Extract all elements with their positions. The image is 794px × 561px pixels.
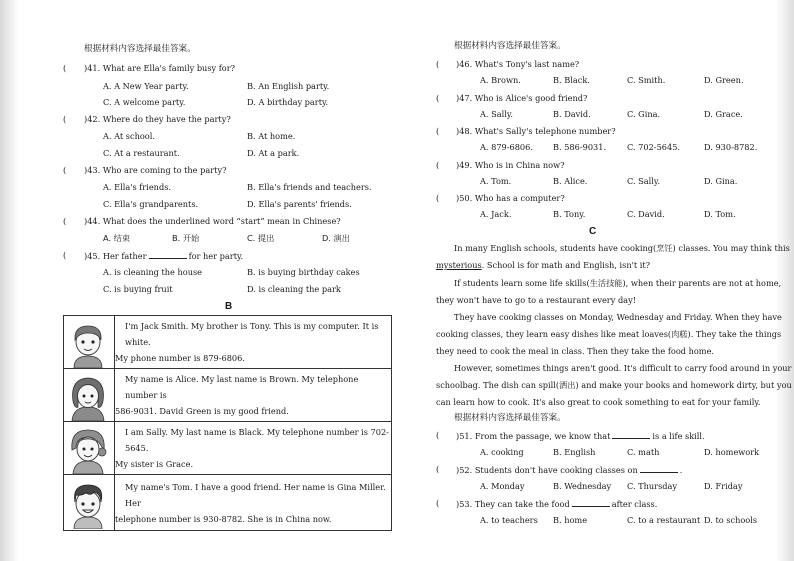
answer-paren[interactable]: ( <box>436 193 440 203</box>
option-c[interactable]: C. A welcome party. <box>103 97 186 107</box>
option-c[interactable]: C. 702-5645. <box>627 142 681 152</box>
avatar-cell <box>64 475 115 531</box>
answer-paren[interactable]: ( <box>436 430 440 440</box>
option-d[interactable]: D. A birthday party. <box>247 97 329 107</box>
answer-paren[interactable]: ( <box>436 160 440 170</box>
question-stem: )49. Who is in China now? <box>456 160 565 170</box>
option-b[interactable]: B. At home. <box>247 131 296 141</box>
option-b[interactable]: B. Tony. <box>553 209 586 219</box>
instruction-heading: 根据材料内容选择最佳答案。 <box>84 44 196 54</box>
person-text <box>115 316 392 369</box>
avatar-cell <box>64 422 115 475</box>
answer-paren[interactable]: ( <box>436 498 440 508</box>
girl-avatar-sally <box>64 422 112 474</box>
avatar-cell <box>64 316 115 369</box>
option-b[interactable]: B. home <box>553 515 588 525</box>
option-b[interactable]: B. is buying birthday cakes <box>247 267 360 277</box>
option-c[interactable]: C. math <box>627 447 660 457</box>
option-a[interactable]: A. to teachers <box>480 515 538 525</box>
fill-blank[interactable] <box>612 431 650 439</box>
option-d[interactable]: D. At a park. <box>247 148 300 158</box>
option-d[interactable]: D. is cleaning the park <box>247 284 341 294</box>
option-d[interactable]: D. Green. <box>704 75 744 85</box>
question-stem: )53. They can take the food after class. <box>456 499 658 509</box>
question-stem: )47. Who is Alice's good friend? <box>456 93 588 103</box>
person-line: 586-9031. David Green is my good friend. <box>115 406 289 416</box>
question-stem: )46. What's Tony's last name? <box>456 59 580 69</box>
person-row-sally <box>64 422 392 475</box>
question-stem: )51. From the passage, we know that is a life skill. <box>456 431 705 441</box>
passage-line: they need to cook the meal in class. Then they take the food home. <box>436 346 715 356</box>
option-a[interactable]: A. Monday <box>480 481 525 491</box>
option-d[interactable]: D. Ella's parents' friends. <box>247 199 352 209</box>
right-page <box>397 0 794 561</box>
passage-line: mysterious. School is for math and English, isn't it? <box>436 260 651 270</box>
passage-line: In many English schools, students have cooking(烹饪) classes. You may think this <box>454 243 790 253</box>
answer-paren[interactable]: ( <box>436 126 440 136</box>
answer-paren[interactable]: ( <box>63 250 67 260</box>
option-d[interactable]: D. homework <box>704 447 760 457</box>
question-stem: )43. Who are coming to the party? <box>84 165 227 175</box>
underlined-word: mysterious <box>436 260 482 270</box>
person-line: My name's Tom. I have a good friend. Her name is Gina Miller. Her <box>125 481 386 508</box>
option-d[interactable]: D. 演出 <box>322 233 350 243</box>
option-b[interactable]: B. Wednesday <box>553 481 612 491</box>
person-line: My name is Alice. My last name is Brown. My telephone number is <box>125 374 359 400</box>
option-d[interactable]: D. 930-8782. <box>704 142 758 152</box>
passage-line: If students learn some life skills(生活技能), when their parents are not at home, <box>454 278 782 288</box>
option-a[interactable]: A. cooking <box>480 447 524 457</box>
fill-blank[interactable] <box>149 251 187 259</box>
fill-blank[interactable] <box>572 499 610 507</box>
option-d[interactable]: D. Grace. <box>704 109 743 119</box>
option-a[interactable]: A. 结束 <box>103 233 131 243</box>
person-text <box>115 422 392 475</box>
option-c[interactable]: C. At a restaurant. <box>103 148 180 158</box>
answer-paren[interactable]: ( <box>63 165 67 175</box>
question-stem: )50. Who has a computer? <box>456 193 565 203</box>
option-a[interactable]: A. Brown. <box>480 75 521 85</box>
fill-blank[interactable] <box>640 465 678 473</box>
people-table <box>63 315 392 531</box>
person-row-tom <box>64 475 392 531</box>
option-b[interactable]: B. 开始 <box>172 233 200 243</box>
passage-line: can learn how to cook. It's also great to cook something to eat for your family. <box>436 397 761 407</box>
person-text <box>115 369 392 422</box>
option-c[interactable]: C. Thursday <box>627 481 678 491</box>
answer-paren[interactable]: ( <box>63 63 67 73</box>
passage-line: cooking classes, they learn easy dishes like meat loaves(肉糕). They take the things <box>436 329 782 339</box>
option-a[interactable]: A. At school. <box>103 131 155 141</box>
option-d[interactable]: D. Tom. <box>704 209 736 219</box>
boy-avatar-jack <box>64 316 112 368</box>
option-d[interactable]: D. Gina. <box>704 176 738 186</box>
person-line: My sister is Grace. <box>115 459 194 469</box>
option-d[interactable]: D. to schools <box>704 515 758 525</box>
option-a[interactable]: A. Tom. <box>480 176 512 186</box>
girl-avatar-alice <box>64 369 112 421</box>
question-stem: )42. Where do they have the party? <box>84 114 231 124</box>
answer-paren[interactable]: ( <box>436 59 440 69</box>
option-c[interactable]: C. Smith. <box>627 75 666 85</box>
option-a[interactable]: A. Jack. <box>480 209 512 219</box>
option-b[interactable]: B. English <box>553 447 596 457</box>
section-c-heading: C <box>589 226 597 237</box>
option-b[interactable]: B. An English party. <box>247 81 330 91</box>
question-stem: )52. Students don't have cooking classes on . <box>456 465 683 475</box>
answer-paren[interactable]: ( <box>436 93 440 103</box>
option-b[interactable]: B. Black. <box>553 75 590 85</box>
option-c[interactable]: C. Sally. <box>627 176 661 186</box>
answer-paren[interactable]: ( <box>436 464 440 474</box>
instruction-heading: 根据材料内容选择最佳答案。 <box>454 41 566 51</box>
person-line: My phone number is 879-6806. <box>115 353 245 363</box>
avatar-cell <box>64 369 115 422</box>
person-line: I'm Jack Smith. My brother is Tony. This is my computer. It is white. <box>125 321 379 347</box>
option-b[interactable]: B. David. <box>553 109 591 119</box>
question-stem: )48. What's Sally's telephone number? <box>456 126 616 136</box>
passage-line: However, sometimes things aren't good. It's difficult to carry food around in your <box>454 363 792 373</box>
option-a[interactable]: A. is cleaning the house <box>103 267 203 277</box>
passage-line: schoolbag. The dish can spill(洒出) and make your books and homework dirty, but you <box>436 380 792 390</box>
option-b[interactable]: B. Alice. <box>553 176 588 186</box>
option-c[interactable]: C. to a restaurant <box>627 515 701 525</box>
person-row-alice <box>64 369 392 422</box>
person-text <box>115 475 392 531</box>
passage-line: They have cooking classes on Monday, Wednesday and Friday. When they have <box>454 312 782 322</box>
passage-line: they won't have to go to a restaurant every day! <box>436 295 636 305</box>
option-a[interactable]: A. Sally. <box>480 109 513 119</box>
option-a[interactable]: A. A New Year party. <box>103 81 189 91</box>
option-c[interactable]: C. is buying fruit <box>103 284 173 294</box>
option-a[interactable]: A. 879-6806. <box>480 142 533 152</box>
question-stem: )44. What does the underlined word “start” mean in Chinese? <box>84 216 341 226</box>
question-stem: )45. Her father for her party. <box>84 251 244 261</box>
boy-avatar-tom <box>64 477 112 529</box>
answer-paren[interactable]: ( <box>63 114 67 124</box>
option-b[interactable]: B. Ella's friends and teachers. <box>247 182 372 192</box>
option-a[interactable]: A. Ella's friends. <box>103 182 171 192</box>
question-stem: )41. What are Ella's family busy for? <box>84 63 236 73</box>
option-c[interactable]: C. Ella's grandparents. <box>103 199 199 209</box>
option-b[interactable]: B. 586-9031. <box>553 142 607 152</box>
instruction-heading-2: 根据材料内容选择最佳答案。 <box>454 413 566 423</box>
answer-paren[interactable]: ( <box>63 216 67 226</box>
option-c[interactable]: C. David. <box>627 209 665 219</box>
section-b-heading: B <box>225 301 233 312</box>
option-d[interactable]: D. Friday <box>704 481 743 491</box>
person-line: I am Sally. My last name is Black. My telephone number is 702-5645. <box>125 427 389 453</box>
option-c[interactable]: C. 提出 <box>247 233 275 243</box>
person-row-jack <box>64 316 392 369</box>
option-c[interactable]: C. Gina. <box>627 109 661 119</box>
person-line: telephone number is 930-8782. She is in China now. <box>115 513 332 524</box>
